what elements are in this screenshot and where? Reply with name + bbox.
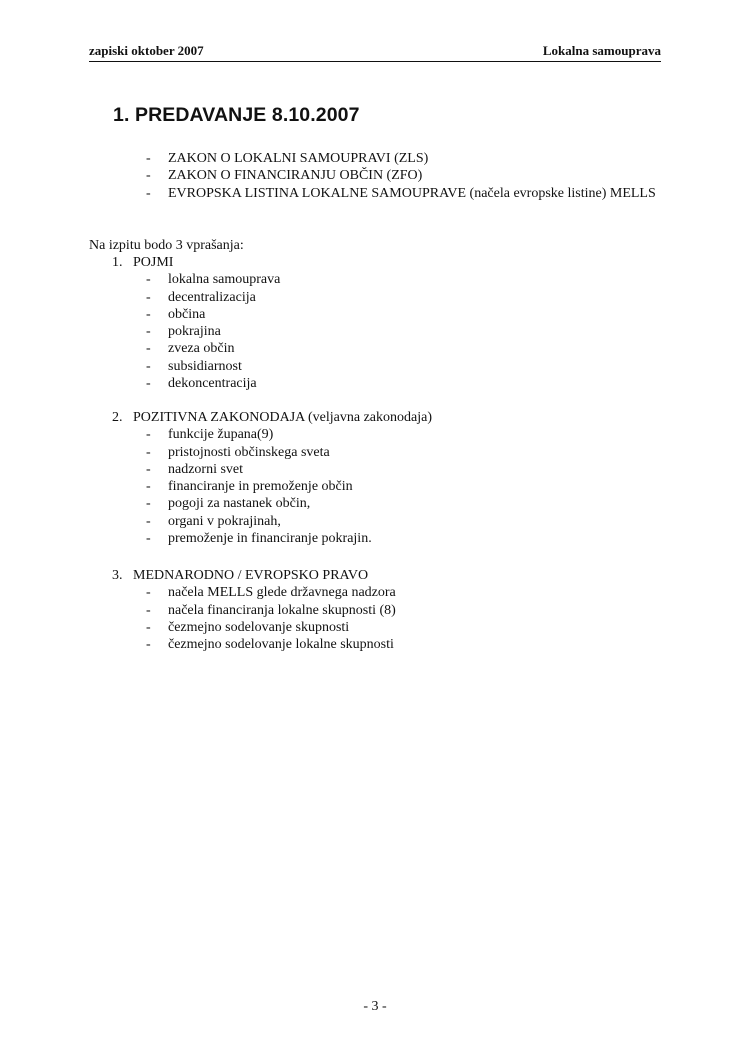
page-title: 1. PREDAVANJE 8.10.2007 bbox=[113, 104, 360, 126]
list-item: - pristojnosti občinskega sveta bbox=[146, 444, 330, 460]
section-mednarodno-pravo bbox=[112, 567, 662, 653]
list-item: - načela financiranja lokalne skupnosti (8) bbox=[146, 602, 396, 618]
section-heading: 2. POZITIVNA ZAKONODAJA (veljavna zakonodaja) bbox=[112, 410, 432, 425]
list-item: - ZAKON O LOKALNI SAMOUPRAVI (ZLS) bbox=[146, 151, 429, 166]
list-item: - funkcije župana(9) bbox=[146, 427, 274, 443]
section-items bbox=[146, 426, 662, 547]
laws-list-block bbox=[146, 150, 661, 202]
list-item: - dekoncentracija bbox=[146, 376, 257, 392]
header-right: Lokalna samouprava bbox=[542, 43, 661, 58]
list-item: - lokalna samouprava bbox=[146, 272, 281, 288]
exam-intro: Na izpitu bodo 3 vprašanja: bbox=[89, 238, 244, 253]
list-item: - premoženje in financiranje pokrajin. bbox=[146, 531, 372, 547]
list-item: - pogoji za nastanek občin, bbox=[146, 496, 311, 512]
header-left: zapiski oktober 2007 bbox=[89, 43, 204, 58]
list-item: - subsidiarnost bbox=[146, 358, 242, 374]
list-item: - ZAKON O FINANCIRANJU OBČIN (ZFO) bbox=[146, 168, 423, 184]
list-item: - zveza občin bbox=[146, 341, 235, 357]
section-items bbox=[146, 584, 662, 653]
list-item: - načela MELLS glede državnega nadzora bbox=[146, 585, 396, 601]
section-pojmi bbox=[112, 254, 662, 392]
list-item: - pokrajina bbox=[146, 324, 221, 340]
section-pozitivna-zakonodaja bbox=[112, 409, 662, 547]
page-header bbox=[89, 43, 661, 62]
list-item: - organi v pokrajinah, bbox=[146, 513, 281, 529]
list-item: - nadzorni svet bbox=[146, 461, 244, 477]
list-item: - čezmejno sodelovanje lokalne skupnosti bbox=[146, 637, 394, 653]
list-item: - EVROPSKA LISTINA LOKALNE SAMOUPRAVE (načela evropske listine) MELLS bbox=[146, 185, 656, 201]
laws-list bbox=[146, 150, 661, 202]
page-number: - 3 - bbox=[363, 999, 387, 1014]
section-items bbox=[146, 271, 662, 392]
list-item: - občina bbox=[146, 306, 206, 322]
list-item: - decentralizacija bbox=[146, 289, 256, 305]
section-heading: 3. MEDNARODNO / EVROPSKO PRAVO bbox=[112, 568, 369, 583]
list-item: - čezmejno sodelovanje skupnosti bbox=[146, 619, 350, 635]
section-heading: 1. POJMI bbox=[112, 255, 174, 270]
list-item: - financiranje in premoženje občin bbox=[146, 479, 353, 495]
